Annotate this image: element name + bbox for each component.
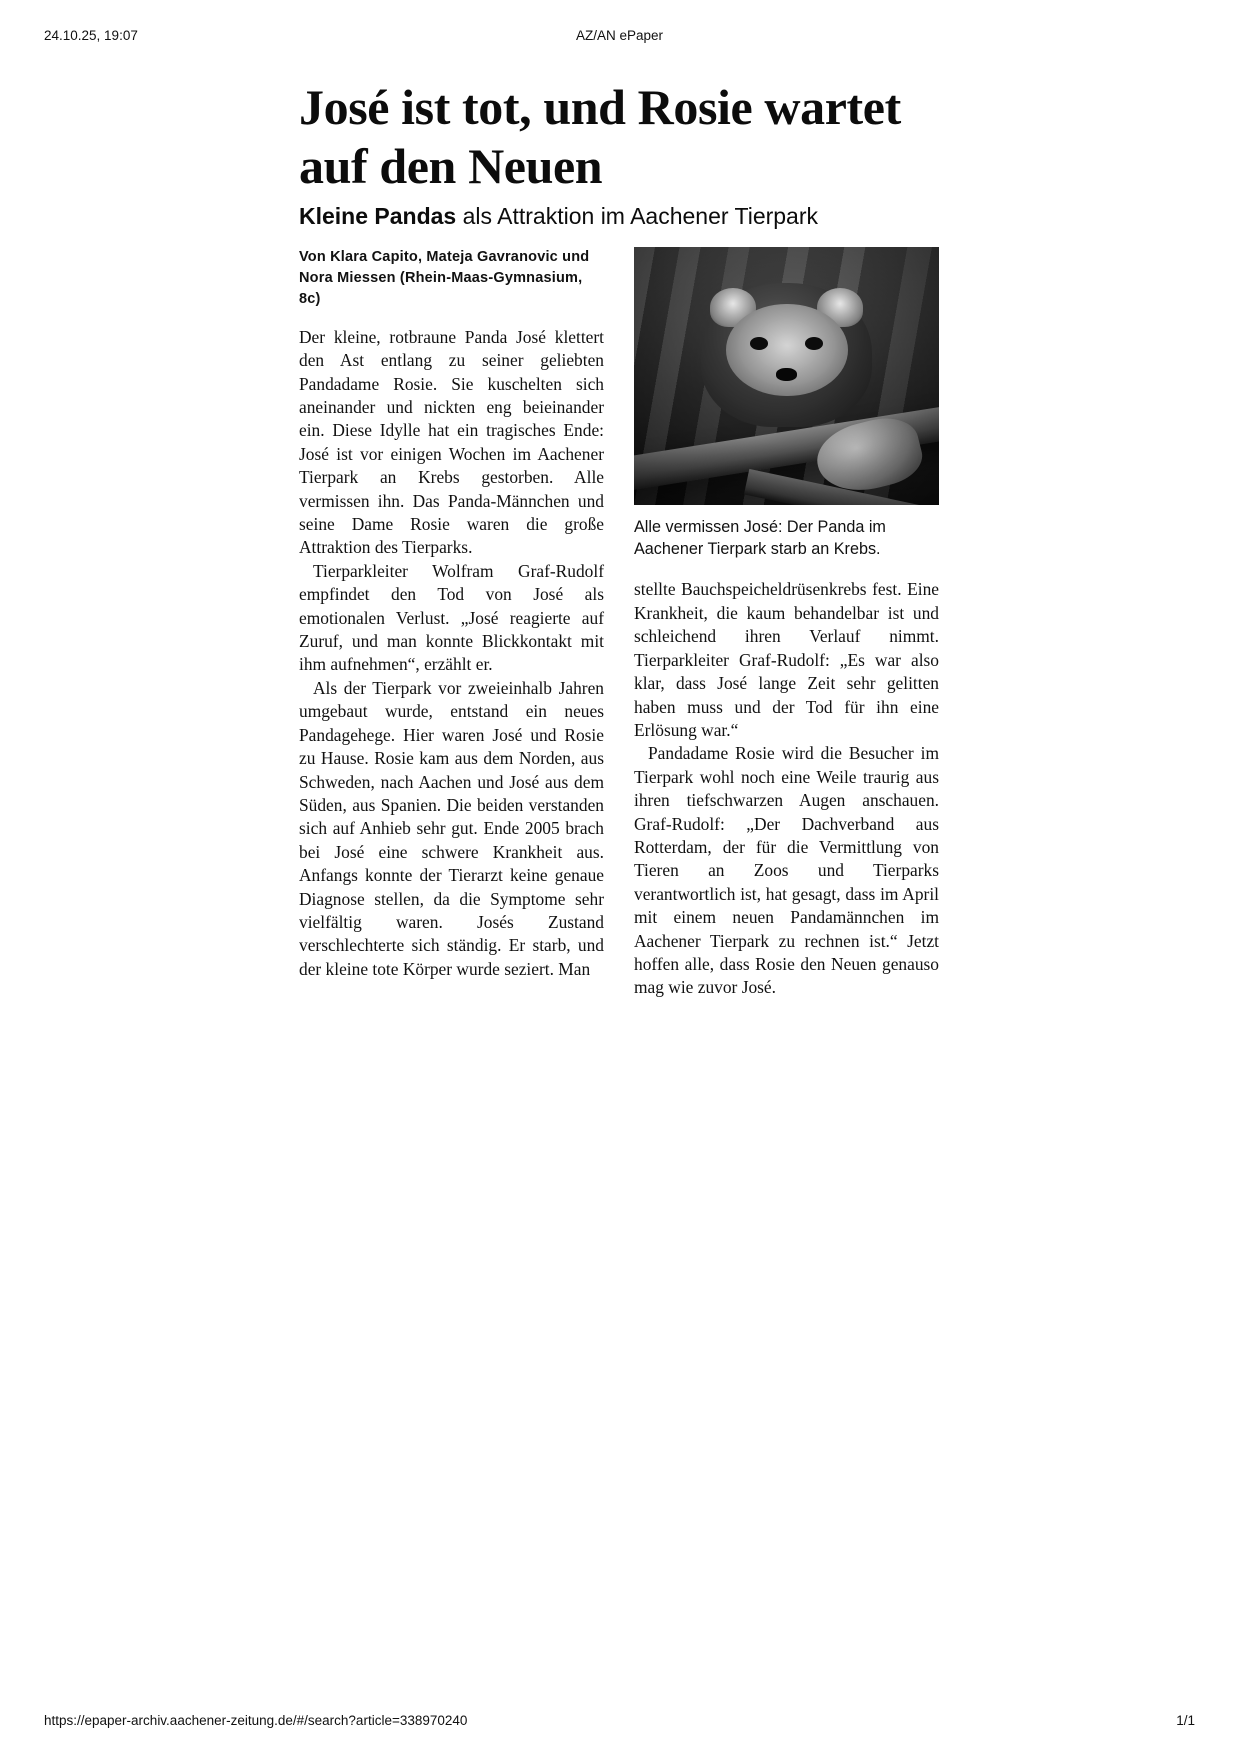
article-subhead-bold: Kleine Pandas bbox=[299, 203, 457, 229]
print-timestamp: 24.10.25, 19:07 bbox=[44, 28, 138, 43]
print-page-number: 1/1 bbox=[1176, 1713, 1195, 1728]
paragraph: Als der Tierpark vor zweieinhalb Jahren umgebaut wurde, entstand ein neues Pandagehege. Hier waren José und Rosie zu Hause. Rosie kam aus dem Norden, aus Schweden, nach Aachen und José aus dem Süden, aus Spanien. Die beiden verstanden sich auf Anhieb sehr gut. Ende 2005 brach bei José eine schwere Krankheit aus. Anfangs konnte der Tierarzt keine genaue Diagnose stellen, da die Symptome sehr vielfältig waren. Josés Zustand verschlechterte sich ständig. Er starb, und der kleine tote Körper wurde seziert. Man bbox=[299, 677, 604, 979]
article-subhead-rest: als Attraktion im Aachener Tierpark bbox=[456, 203, 819, 229]
article-column-left bbox=[299, 247, 604, 981]
article-photo-caption: Alle vermissen José: Der Panda im Aachener Tierpark starb an Krebs. bbox=[634, 517, 886, 558]
paragraph: stellte Bauchspeicheldrüsenkrebs fest. Eine Krankheit, die kaum behandelbar ist und schleichend ihren Verlauf nimmt. Tierparkleiter Graf-Rudolf: „Es war also klar, dass José lange Zeit sehr gelitten haben muss und der Tod für ihn eine Erlösung war.“ bbox=[634, 579, 939, 740]
article-body-right bbox=[634, 578, 939, 999]
paragraph: Der kleine, rotbraune Panda José klettert den Ast entlang zu seiner geliebten Pandadame Rosie. Sie kuschelten sich aneinander und nickten eng beieinander ein. Diese Idylle hat ein tragisches Ende: José ist vor einigen Wochen im Aachener Tierpark an Krebs gestorben. Alle vermissen ihn. Das Panda-Männchen und seine Dame Rosie waren die große Attraktion des Tierparks. bbox=[299, 326, 604, 558]
article-subhead bbox=[299, 202, 939, 231]
article-headline: José ist tot, und Rosie wartet auf den Neuen bbox=[299, 79, 901, 194]
red-panda-photo bbox=[634, 247, 939, 505]
article-clipping bbox=[299, 78, 939, 1007]
print-source-url: https://epaper-archiv.aachener-zeitung.de/#/search?article=338970240 bbox=[44, 1713, 468, 1728]
article-photo-wrap bbox=[634, 247, 939, 561]
paragraph: Pandadame Rosie wird die Besucher im Tierpark wohl noch eine Weile traurig aus ihren tiefschwarzen Augen anschauen. Graf-Rudolf: „Der Dachverband aus Rotterdam, der für die Vermittlung von Tieren an Zoos und Tierparks verantwortlich ist, hat gesagt, dass im April mit einem neuen Pandamännchen im Aachener Tierpark zu rechnen ist.“ Jetzt hoffen alle, dass Rosie den Neuen genauso mag wie zuvor José. bbox=[634, 743, 939, 998]
paragraph: Tierparkleiter Wolfram Graf-Rudolf empfindet den Tod von José als emotionalen Verlust. „José reagierte auf Zuruf, und man konnte Blickkontakt mit ihm aufnehmen“, erzählt er. bbox=[299, 560, 604, 675]
print-document-title: AZ/AN ePaper bbox=[575, 28, 664, 43]
print-header bbox=[0, 28, 1239, 44]
article-byline: Von Klara Capito, Mateja Gavranovic und Nora Miessen (Rhein-Maas-Gymnasium, 8c) bbox=[299, 248, 590, 307]
article-columns bbox=[299, 247, 939, 1007]
article-body-left bbox=[299, 326, 604, 981]
print-footer bbox=[0, 1713, 1239, 1729]
article-column-right bbox=[634, 247, 939, 1000]
photo-vignette bbox=[634, 247, 939, 505]
